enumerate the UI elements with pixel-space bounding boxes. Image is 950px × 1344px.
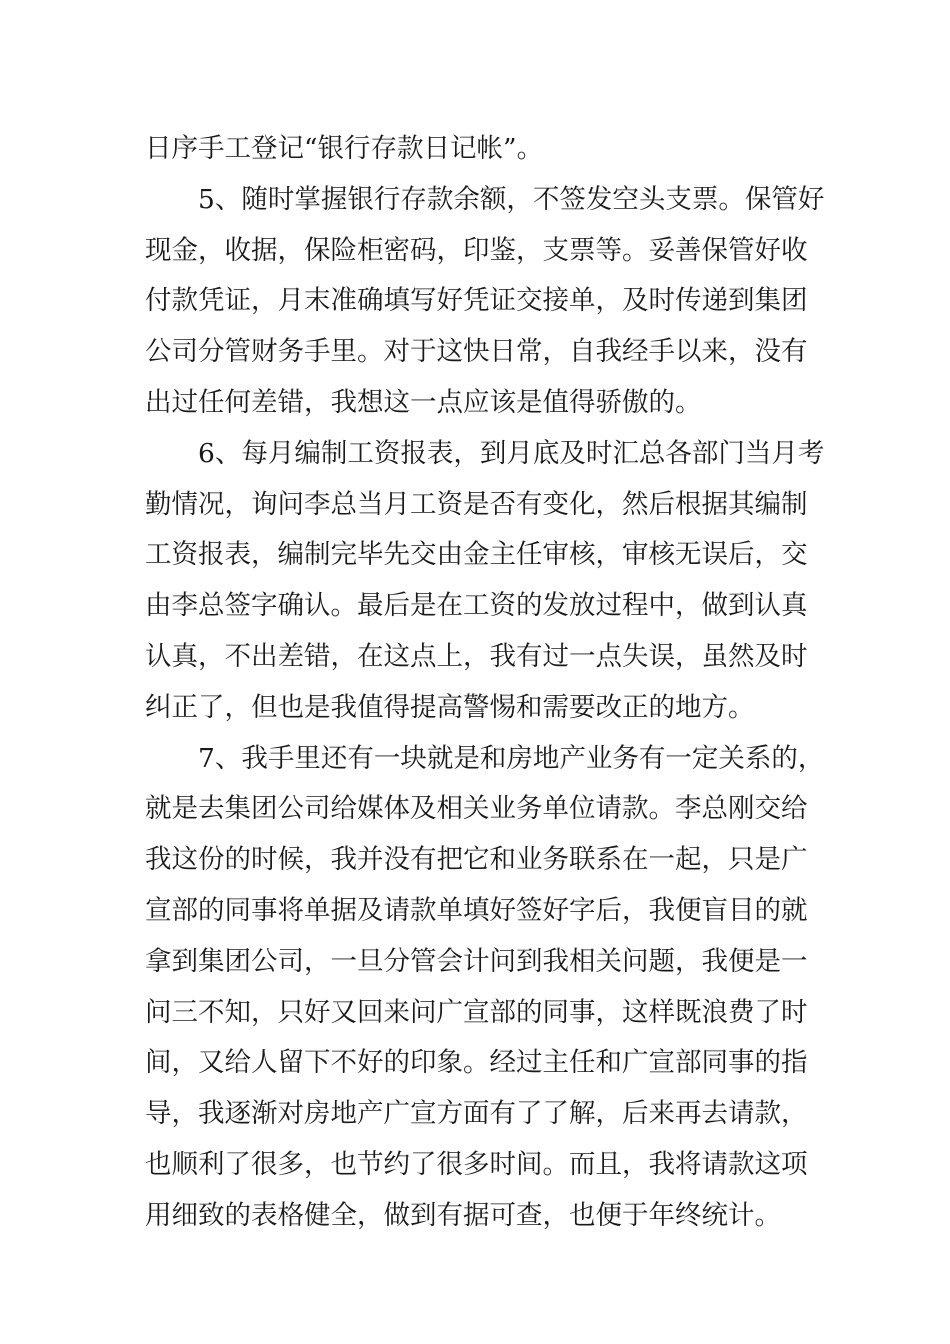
text-line: 工资报表，编制完毕先交由金主任审核，审核无误后，交 — [145, 539, 808, 571]
document-body — [145, 124, 825, 1242]
text-line: 间，又给人留下不好的印象。经过主任和广宣部同事的指 — [145, 1047, 808, 1079]
text-line: 问三不知，只好又回来问广宣部的同事，这样既浪费了时 — [145, 996, 808, 1028]
paragraph-start-line: 7、我手里还有一块就是和房地产业务有一定关系的， — [198, 742, 825, 774]
text-line: 由李总签字确认。最后是在工资的发放过程中，做到认真 — [145, 590, 808, 622]
text-line: 我这份的时候，我并没有把它和业务联系在一起，只是广 — [145, 844, 808, 876]
text-line: 付款凭证，月末准确填写好凭证交接单，及时传递到集团 — [145, 285, 808, 317]
text-line: 勤情况，询问李总当月工资是否有变化，然后根据其编制 — [145, 488, 808, 520]
paragraph-start-line: 6、每月编制工资报表，到月底及时汇总各部门当月考 — [198, 437, 825, 469]
text-line: 日序手工登记“银行存款日记帐”。 — [145, 133, 544, 164]
text-line: 用细致的表格健全，做到有据可查，也便于年终统计。 — [145, 1199, 781, 1231]
text-line: 也顺利了很多，也节约了很多时间。而且，我将请款这项 — [145, 1148, 808, 1180]
text-line: 认真，不出差错，在这点上，我有过一点失误，虽然及时 — [145, 640, 808, 672]
text-line: 出过任何差错，我想这一点应该是值得骄傲的。 — [145, 386, 702, 418]
paragraph-start-line: 5、随时掌握银行存款余额，不签发空头支票。保管好 — [198, 183, 825, 215]
text-line: 纠正了，但也是我值得提高警惕和需要改正的地方。 — [145, 691, 755, 723]
text-line: 公司分管财务手里。对于这快日常，自我经手以来，没有 — [145, 336, 808, 368]
text-line: 现金，收据，保险柜密码，印鉴，支票等。妥善保管好收 — [145, 234, 808, 266]
text-line: 宣部的同事将单据及请款单填好签好字后，我便盲目的就 — [145, 894, 808, 926]
text-line: 拿到集团公司，一旦分管会计问到我相关问题，我便是一 — [145, 945, 808, 977]
text-line: 导，我逐渐对房地产广宣方面有了了解，后来再去请款， — [145, 1098, 808, 1130]
text-line: 就是去集团公司给媒体及相关业务单位请款。李总刚交给 — [145, 793, 808, 825]
